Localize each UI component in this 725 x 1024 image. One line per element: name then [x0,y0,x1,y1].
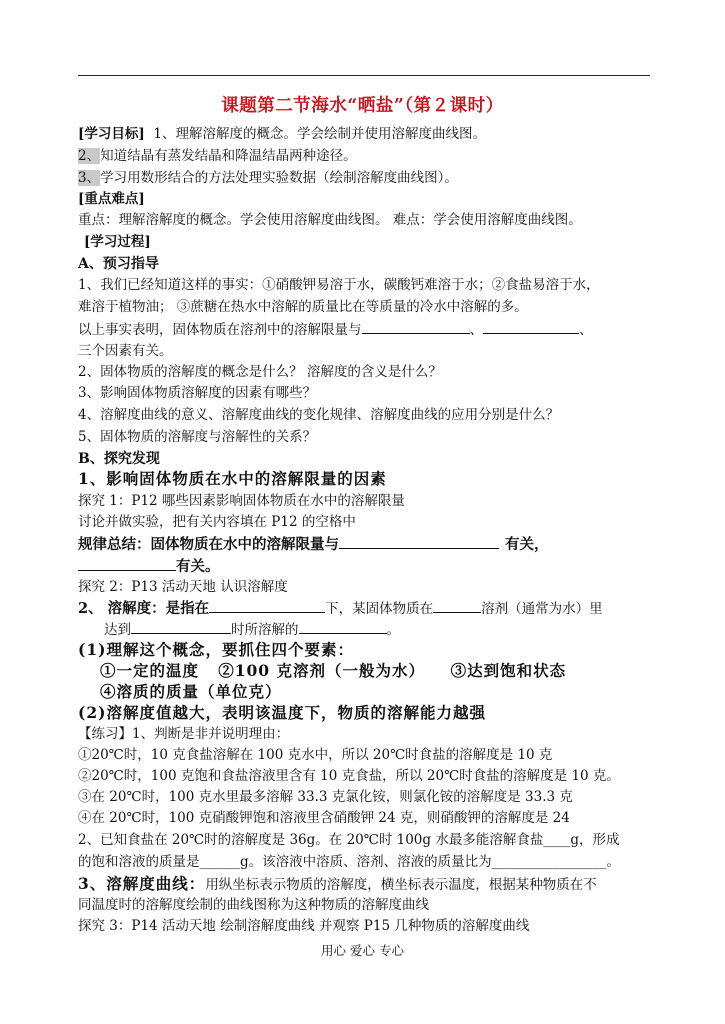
factor-solute-mass: ④溶质的质量（单位克） [100,682,282,701]
process-label: [学习过程] [84,234,151,250]
explore-3: 探究 3：P14 活动天地 绘制溶解度曲线 并观察 P15 几种物质的溶解度曲线 [78,918,530,934]
solubility-curve-line1 [78,874,597,895]
blank-amount[interactable] [433,598,481,613]
solubility-definition-line1 [78,598,603,619]
key-points-label: [重点难点] [78,191,145,207]
point-1-number: (1) [78,640,107,659]
goal-3-number: 3、 [78,170,101,186]
solubility-term: 2、 溶解度：是指在 [78,600,210,617]
point-2 [78,703,486,723]
header-rule [78,75,650,76]
rule-summary-end: 有关。 [176,558,220,575]
key-points-text: 重点：理解溶解度的概念。学会使用溶解度曲线图。 难点：学会使用溶解度曲线图。 [78,212,582,228]
factors-row-1 [100,661,566,681]
preview-q1-text: 以上事实表明，固体物质在溶剂中的溶解限量与 [78,322,362,338]
solubility-curve-text: 用纵坐标表示物质的溶解度，横坐标表示温度，根据某种物质在不 [205,877,597,893]
goal-2-number: 2、 [78,148,101,164]
solubility-curve-term: 3、溶解度曲线： [78,874,206,893]
page-title: 课题第二节海水“晒盐”（第２课时） [221,96,504,116]
blank-factor-1[interactable] [362,319,470,334]
separator: 、 [579,322,593,338]
practice-q2-line1: 2、已知食盐在 20℃时的溶解度是 36g。在 20℃时 100g 水最多能溶解食盐____g，形成 [78,832,620,848]
preview-q4: 4、溶解度曲线的意义、溶解度曲线的变化规律、溶解度曲线的应用分别是什么？ [78,407,560,423]
explore-heading: B、探究发现 [78,451,160,467]
factor-saturation: ③达到饱和状态 [450,661,567,680]
blank-rule-2[interactable] [78,556,176,571]
rule-summary-line1 [78,534,549,555]
blank-state[interactable] [131,619,231,634]
point-2-number: (2) [78,703,107,722]
judge-3: ③在 20℃时，100 克水里最多溶解 33.3 克氯化铵，则氯化铵的溶解度是 33.3 克 [78,789,573,805]
goal-1: 1、理解溶解度的概念。学会绘制并使用溶解度曲线图。 [153,126,486,142]
judge-2: ②20℃时，100 克饱和食盐溶液里含有 10 克食盐，所以 20℃时食盐的溶解度是 10 克。 [78,768,620,784]
factor-solvent: ②100 克溶剂（一般为水） [218,661,425,680]
point-1-text: 理解这个概念，要抓住四个要素： [106,640,354,659]
preview-q3: 3、影响固体物质溶解度的因素有哪些？ [78,385,317,401]
page-footer: 用心 爱心 专心 [321,943,404,958]
definition-text-4: 时所溶解的 [231,622,299,638]
explore-1: 探究 1：P12 哪些因素影响固体物质在水中的溶解限量 [78,493,405,509]
definition-text-2: 溶剂（通常为水）里 [481,601,603,617]
preview-q1-line2: 难溶于植物油； ③蔗糖在热水中溶解的质量比在等质量的冷水中溶解的多。 [78,299,528,315]
preview-q1-line1: 1、我们已经知道这样的事实：①硝酸钾易溶于水，碳酸钙难溶于水；②食盐易溶于水， [78,277,600,293]
goals-line-2 [78,146,357,166]
goals-label: [学习目标] [78,126,145,142]
preview-heading: A、预习指导 [78,256,159,272]
explore-2: 探究 2：P13 活动天地 认识溶解度 [78,579,288,595]
practice-q2-line2: 的饱和溶液的质量是______g。该溶液中溶质、溶剂、溶液的质量比为_________________。 [78,854,620,870]
rule-summary-line2 [78,556,220,577]
point-1 [78,640,354,660]
definition-text-1: 下，某固体物质在 [325,601,434,617]
goal-2: 知道结晶有蒸发结晶和降温结晶两种途径。 [100,148,357,164]
blank-quantity[interactable] [299,619,387,634]
preview-q5: 5、固体物质的溶解度与溶解性的关系？ [78,429,317,445]
blank-condition[interactable] [209,598,325,613]
goals-line-1 [78,124,486,144]
section-1-title: 1、影响固体物质在水中的溶解限量的因素 [78,469,387,488]
judge-4: ④在 20℃时，100 克硝酸钾饱和溶液里含硝酸钾 24 克，则硝酸钾的溶解度是 24 [78,810,570,826]
preview-q1-line3 [78,319,593,340]
judge-1: ①20℃时，10 克食盐溶解在 100 克水中，所以 20℃时食盐的溶解度是 10 克 [78,747,553,763]
preview-q2: 2、固体物质的溶解度的概念是什么？ 溶解度的含义是什么？ [78,364,442,380]
point-2-text: 溶解度值越大，表明该温度下，物质的溶解能力越强 [106,703,486,722]
blank-factor-2[interactable] [483,319,579,334]
factors-row-2 [100,682,282,702]
solubility-definition-line2 [104,619,400,640]
rule-summary-suffix: 有关， [505,536,549,553]
practice-heading: 【练习】1、判断是非并说明理由： [78,726,290,742]
explore-1-instruction: 讨论并做实验，把有关内容填在 P12 的空格中 [78,514,356,530]
preview-q1-line4: 三个因素有关。 [78,343,173,359]
definition-text-5: 。 [386,622,400,638]
blank-rule-1[interactable] [339,534,499,549]
separator: 、 [469,322,483,338]
definition-text-3: 达到 [104,622,131,638]
goals-line-3 [78,168,458,188]
solubility-curve-line2: 同温度时的溶解度绘制的曲线图称为这种物质的溶解度曲线 [78,897,429,913]
rule-summary-text: 规律总结：固体物质在水中的溶解限量与 [78,536,339,553]
goal-3: 学习用数形结合的方法处理实验数据（绘制溶解度曲线图）。 [100,170,458,186]
factor-temperature: ①一定的温度 [100,661,200,680]
